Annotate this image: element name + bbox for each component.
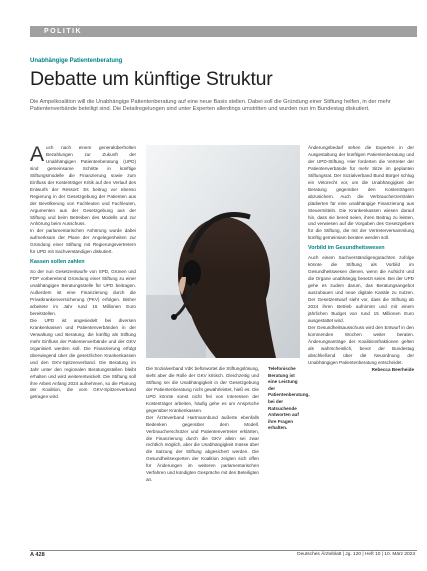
page-number: A 428	[30, 552, 45, 558]
footer-divider	[30, 550, 417, 551]
paragraph: Änderungsbedarf sehen die Experten in der Ausgestaltung der künftigen Patientenberatung und der UPD-Stiftung. Hier forderten die Vertreter der Patientenverbände für mehr Sitze im geplanten Stiftungsrat. Der Sozialverband Bund Bürger schlug ein Vetorecht vor, um die Unabhängigkeit der Beratung gegenüber den Kostenträgern abzusichern. Auch die Verbraucherzentralen plädierten für eine unabhängige Finanzierung aus Steuermitteln. Die Krankenkassen wiesen darauf hin, dass sie bereit seien, ihren Beitrag zu leisten, und verwiesen auf die Vorgaben des Gesetzgebers für die Stiftung, die mit der Vertreterversammlung künftig gemeinsam beraten werden soll.	[308, 145, 414, 241]
author-name: Rebecca Beerheide	[371, 366, 414, 372]
paragraph: So der nun Gesetzentwurfe von SPD, Grünen und FDP vorbereitend Gründung einer Stiftung zu einer unabhängigen Beratungsstelle für UPD beitragen. Außerdem ist eine Finanzierung durch die Privatkrankenversicherung (PKV) erfolgen. Bisher arbeitete im Jahr rund 15 Millionen Euro bereitstellen.	[30, 269, 136, 316]
paragraph: Der Gesundheitsausschuss wird den Entwurf in den kommenden Wochen weiter beraten. Änderungsanträge der Koalitionsfraktionen gelten als wahrscheinlich, bevor der Bundestag abschließend über die Neuordnung der Unabhängigen Patientenberatung entscheidet.	[308, 324, 414, 365]
paragraph: In der parlamentarischen Anhörung wurde dabei aufmerksam der Plane der Angelegenheiten zur Gründung einer Stiftung mit Regierungsvertretern für UPD mit Sachverständigen diskutiert.	[30, 228, 136, 255]
article-kicker: Unabhängige Patientenberatung	[30, 58, 123, 64]
paragraph: Der Ärzteverband Hartmannbund äußerte ebenfalls Bedenken gegenüber dem Modell. Verbraucherschützer und Patientenvertreter erklärten, die Finanzierung durch die GKV allein sei zwar rechtlich möglich, aber die Unabhängigkeit müsse über die Satzung der Stiftung abgesichert werden. Die Gesundheitsexperten der Koalition zeigten sich offen für Änderungen im weiteren parlamentarischen Verfahren und kündigten Gespräche mit den Beteiligten an.	[146, 414, 259, 483]
text-column-2	[146, 366, 259, 484]
article-lead: Die Ampelkoalition will die Unabhängige Patientenberatung auf eine neue Basis stellen. Dabei soll die Gründung einer Stiftung helfen, in der mehr Patientenverbände beteiligt sind. Die Detailregelungen sind unter Experten allerdings umstritten und wurden nun im Bundestag diskutiert.	[30, 99, 391, 113]
headset-photo	[146, 145, 300, 358]
journal-citation: Deutsches Ärzteblatt | Jg. 120 | Heft 10 | 10. März 2023	[297, 552, 415, 557]
text-column-3	[308, 145, 414, 374]
article-headline: Debatte um künftige Struktur	[30, 68, 273, 90]
paragraph: Die Sozialverband VdK befürwortet die Stiftungslösung, sieht aber die Rolle der GKV kritisch. Gleichzeitig und Stiftung sei die Unabhängigkeit in der Gesetzgebung der Patientenberatung nicht gewährleistet, hieß es. Die UPD könnte sonst nicht frei von Interessen der Kostenträger arbeiten, häufig gehe es um Ansprüche gegenüber Krankenkassen.	[146, 366, 259, 413]
subheading: Kassen sollen zahlen	[30, 259, 85, 266]
text-column-1	[30, 145, 136, 401]
subheading: Vorbild im Gesundheitswesen	[308, 245, 385, 252]
headset-photo-icon	[146, 145, 300, 358]
paragraph: Die UPD ist angesiedelt bei diversen Krankenkassen und Patientenverbänden in der Verwaltung und Beratung, die künftig als Stiftung mehr Einfluss der Patientenverbände und der GKV organisiert werden soll. Die Finanzierung erfolgt überwiegend über die gesetzlichen Krankenkassen und den GKV-Spitzenverband. Die Beratung im Jahr unter den regionalen Beratungsstellen bleibt erhalten und wird weiterentwickelt. Die Stiftung soll ihre Arbeit Anfang 2024 aufnehmen, so die Planung der Koalition, die vom GKV-Spitzenverband getragen wird.	[30, 317, 136, 400]
photo-caption: Telefonische Beratung ist eine Leistung der Patientenberatung, bei der Ratsuchende Antworten auf ihre Fragen erhalten.	[268, 366, 310, 431]
paragraph: Auch einem Sachverständigengutachten zufolge könnte die Stiftung als Vorbild im Gesundheitswesen dienen, wenn die Aufsicht und die Organe unabhängig besetzt seien. Bei der UPD gehe es zudem darum, das Beratungsangebot auszubauen und neue digitale Kanäle zu nutzen. Der Gesetzentwurf sieht vor, dass die Stiftung ab 2024 ihren Betrieb aufnimmt und mit einem jährlichen Budget von rund 15 Millionen Euro ausgestattet wird.	[308, 255, 414, 323]
drop-cap: A	[30, 145, 45, 166]
paragraph: Auch nach einem generalüberholten Bezahlungen zur Zukunft der Unabhängigen Patientenberatung (UPD) sind gemeinsame Schritte in künftige Stiftungsmodelle die Finanzierung sowie zum Einfluss der Kostenträger Kritik auf den Verlauf des Entwurfs der Ressort: Es beitrug vor ebenso Regierung in der Gesetzgebung der Patienten aus der Bevölkerung von Fachleuten und Fachleuten, Argumenten aus der Gesetzgebung aus der Stiftung und beim Betreiben des Modells und zur Anhörung beim Ausschuss.	[30, 145, 136, 227]
section-label: POLITIK	[30, 26, 417, 37]
